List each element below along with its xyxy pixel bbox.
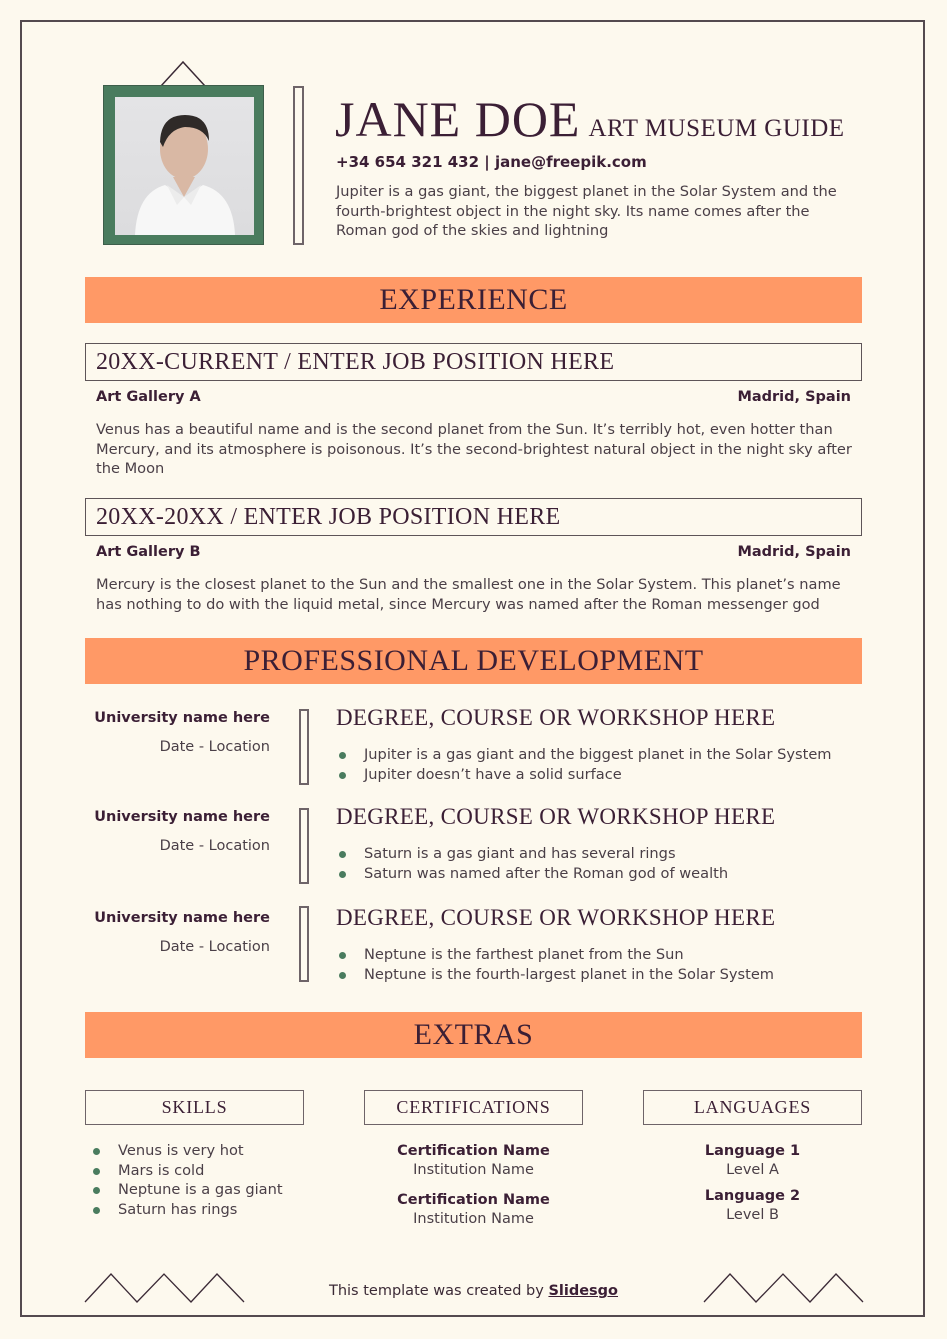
section-title-experience: EXPERIENCE	[379, 283, 568, 316]
contact-info: +34 654 321 432 | jane@freepik.com	[336, 153, 647, 171]
certification-name: Certification Name	[397, 1143, 550, 1159]
section-title-extras: EXTRAS	[413, 1018, 534, 1051]
section-title-professional-development: PROFESSIONAL DEVELOPMENT	[243, 644, 704, 677]
skill-item: Neptune is a gas giant	[90, 1180, 283, 1200]
list-item: Jupiter doesn’t have a solid surface	[336, 765, 832, 785]
institution-name: Institution Name	[413, 1162, 534, 1178]
skills-header-box	[85, 1090, 304, 1125]
skills-title: SKILLS	[161, 1097, 228, 1117]
list-item: Neptune is the fourth-largest planet in the Solar System	[336, 965, 774, 985]
pd-date-location: Date - Location	[159, 739, 270, 755]
skill-item: Saturn has rings	[90, 1200, 283, 1220]
pd-date-location: Date - Location	[159, 939, 270, 955]
footer-text: This template was created by	[328, 1283, 549, 1299]
pd-bullet-list	[336, 745, 832, 784]
pd-course-title: DEGREE, COURSE OR WORKSHOP HERE	[336, 905, 776, 930]
header-divider-bar	[293, 86, 304, 245]
professional-development-banner	[85, 638, 862, 684]
languages-title: LANGUAGES	[693, 1097, 812, 1117]
job-location: Madrid, Spain	[737, 389, 851, 405]
pd-university: University name here	[94, 910, 270, 926]
pd-bullet-list	[336, 945, 774, 984]
pd-university: University name here	[94, 809, 270, 825]
list-item: Jupiter is a gas giant and the biggest planet in the Solar System	[336, 745, 832, 765]
certifications-title: CERTIFICATIONS	[396, 1097, 551, 1117]
person-name: JANE DOE	[335, 91, 581, 147]
job-description: Venus has a beautiful name and is the second planet from the Sun. It’s terribly hot, even hotter than Mercury, and its atmosphere is poisonous. It’s the second-brightest natural object in the night sky after the Moon	[96, 421, 852, 477]
job-meta	[96, 389, 851, 405]
language-item	[643, 1142, 862, 1180]
job-heading-box	[85, 343, 862, 381]
language-level: Level A	[726, 1162, 779, 1178]
job-meta	[96, 544, 851, 560]
pd-course-title: DEGREE, COURSE OR WORKSHOP HERE	[336, 705, 776, 730]
list-item: Neptune is the farthest planet from the Sun	[336, 945, 774, 965]
job-description: Mercury is the closest planet to the Sun and the smallest one in the Solar System. This planet’s name has nothing to do with the liquid metal, since Mercury was named after the Roman messenger god	[96, 576, 841, 613]
name-line	[335, 90, 845, 148]
person-portrait-icon	[115, 97, 254, 235]
language-level: Level B	[726, 1207, 779, 1223]
bio-text: Jupiter is a gas giant, the biggest planet in the Solar System and the fourth-brightest object in the night sky. Its name comes after the Roman god of the skies and lightning	[336, 183, 837, 239]
job-heading-box	[85, 498, 862, 536]
pd-divider-bar	[299, 709, 309, 785]
institution-name: Institution Name	[413, 1211, 534, 1227]
skill-item: Mars is cold	[90, 1161, 283, 1181]
job-role: ART MUSEUM GUIDE	[588, 115, 845, 142]
languages-header-box	[643, 1090, 862, 1125]
pd-bullet-list	[336, 844, 728, 883]
profile-photo	[115, 97, 254, 235]
list-item: Saturn is a gas giant and has several rings	[336, 844, 728, 864]
skills-list	[90, 1141, 283, 1219]
extras-banner	[85, 1012, 862, 1058]
language-name: Language 2	[704, 1188, 801, 1204]
job-company: Art Gallery B	[96, 544, 201, 560]
picture-hanger-icon	[160, 60, 206, 88]
language-name: Language 1	[704, 1143, 801, 1159]
list-item: Saturn was named after the Roman god of wealth	[336, 864, 728, 884]
pd-university: University name here	[94, 710, 270, 726]
job-heading: 20XX-CURRENT / ENTER JOB POSITION HERE	[96, 348, 615, 375]
job-company: Art Gallery A	[96, 389, 201, 405]
pd-date-location: Date - Location	[159, 838, 270, 854]
photo-frame	[103, 85, 264, 245]
job-heading: 20XX-20XX / ENTER JOB POSITION HERE	[96, 503, 561, 530]
experience-banner	[85, 277, 862, 323]
footer-credit	[0, 1283, 947, 1299]
certification-item	[364, 1142, 583, 1180]
skill-item: Venus is very hot	[90, 1141, 283, 1161]
slidesgo-link[interactable]: Slidesgo	[548, 1283, 619, 1299]
pd-course-title: DEGREE, COURSE OR WORKSHOP HERE	[336, 804, 776, 829]
certification-item	[364, 1191, 583, 1229]
job-location: Madrid, Spain	[737, 544, 851, 560]
pd-divider-bar	[299, 906, 309, 982]
language-item	[643, 1187, 862, 1225]
pd-divider-bar	[299, 808, 309, 884]
certification-name: Certification Name	[397, 1192, 550, 1208]
certifications-header-box	[364, 1090, 583, 1125]
